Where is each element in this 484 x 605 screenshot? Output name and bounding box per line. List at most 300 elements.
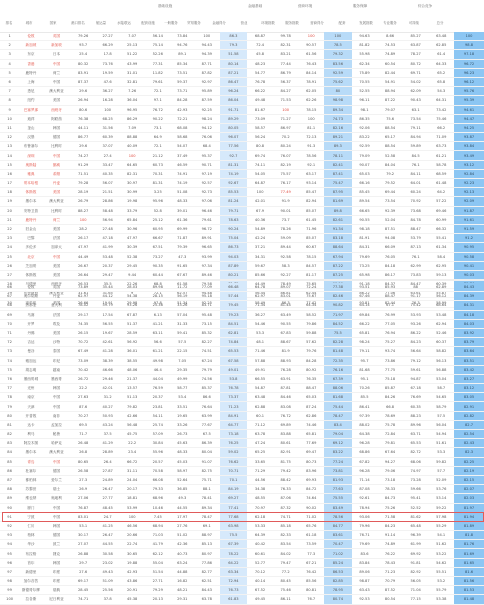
value-cell: 84.51 <box>220 319 248 328</box>
value-cell: 73.25 <box>352 261 378 270</box>
value-cell: 78.56 <box>324 512 352 521</box>
value-cell: 98.8 <box>454 41 484 50</box>
value-cell: 79.45 <box>220 301 248 310</box>
value-cell: 68.4 <box>194 142 220 151</box>
column-header-row <box>0 18 484 30</box>
value-cell: 26.66 <box>70 298 96 307</box>
value-cell: 40.42 <box>247 540 273 549</box>
city-cell: 迪拜 <box>19 114 42 123</box>
value-cell: 62.94 <box>428 319 454 328</box>
value-cell: 90.43 <box>403 96 429 105</box>
value-cell: 瑞士 <box>43 485 71 494</box>
table-row <box>0 347 484 356</box>
value-cell: 86.77 <box>70 133 96 142</box>
value-cell: 33.26 <box>171 420 194 429</box>
value-cell: 50.93 <box>96 411 119 420</box>
value-cell: 72.21 <box>171 114 194 123</box>
value-cell: 86.3 <box>273 298 299 307</box>
city-cell: 奥尔胡斯 <box>19 292 42 301</box>
value-cell: 60.99 <box>428 215 454 224</box>
value-cell: 56.44 <box>247 289 273 298</box>
value-cell: 47.6 <box>96 77 119 86</box>
value-cell: 73.28 <box>403 475 429 484</box>
value-cell: 41.28 <box>96 347 119 356</box>
value-cell: 74.84 <box>220 338 248 347</box>
value-cell: 56.6 <box>145 338 171 347</box>
value-cell: 86.53 <box>324 567 352 576</box>
value-cell: 84.37 <box>377 280 403 289</box>
value-cell: 76.33 <box>273 485 299 494</box>
value-cell: 83.08 <box>273 402 299 411</box>
value-cell: 21.51 <box>96 188 119 197</box>
value-cell: 82.82 <box>454 411 484 420</box>
value-cell: 20.66 <box>119 531 145 540</box>
value-cell: 53.4 <box>171 393 194 402</box>
value-cell: 85.56 <box>298 577 324 586</box>
value-cell: 84.52 <box>324 319 352 328</box>
table-row <box>0 365 484 374</box>
value-cell: 73.86 <box>377 356 403 365</box>
city-cell: 东京 <box>19 50 42 59</box>
value-cell: 84.03 <box>454 319 484 328</box>
value-cell: 55.98 <box>352 50 378 59</box>
value-cell: 87.89 <box>220 261 248 270</box>
value-cell: 94.08 <box>377 234 403 243</box>
value-cell: 71.04 <box>403 586 429 595</box>
value-cell: 87.08 <box>352 485 378 494</box>
value-cell: 62.26 <box>298 96 324 105</box>
value-cell: 79.69 <box>352 252 378 261</box>
value-cell: 87.24 <box>298 402 324 411</box>
value-cell: 21.12 <box>145 151 171 160</box>
value-cell: 95.76 <box>454 87 484 96</box>
value-cell: 84.23 <box>403 338 429 347</box>
column-header: 可持续 <box>408 21 420 25</box>
value-cell: 56.37 <box>273 77 299 86</box>
value-cell: 93.14 <box>298 179 324 188</box>
value-cell: 中国 <box>43 512 71 521</box>
value-cell: 80 <box>324 87 352 96</box>
value-cell: 70.42 <box>70 365 96 374</box>
city-cell: 釜山 <box>19 123 42 132</box>
value-cell: 76.22 <box>377 549 403 558</box>
value-cell: 90.95 <box>454 243 484 252</box>
value-cell: 10.46 <box>145 503 171 512</box>
value-cell: 83.01 <box>273 292 299 301</box>
value-cell: 94.48 <box>194 289 220 298</box>
rank-cell: 70 <box>0 319 19 328</box>
value-cell: 54.05 <box>247 169 273 178</box>
value-cell: 85.18 <box>273 521 299 530</box>
value-cell: 92.84 <box>454 169 484 178</box>
value-cell: 中国 <box>43 77 71 86</box>
value-cell: 57.22 <box>428 197 454 206</box>
value-cell: 64.33 <box>428 59 454 68</box>
value-cell: 55.41 <box>428 234 454 243</box>
value-cell: 48.45 <box>96 503 119 512</box>
value-cell: 77.75 <box>377 365 403 374</box>
value-cell: 75.42 <box>403 301 429 310</box>
value-cell: 62.95 <box>428 261 454 270</box>
value-cell: 84.91 <box>220 411 248 420</box>
value-cell: 96.24 <box>220 87 248 96</box>
table-row <box>0 595 484 604</box>
table-row <box>0 411 484 420</box>
value-cell: 28.89 <box>96 448 119 457</box>
value-cell: 100 <box>298 114 324 123</box>
column-header: 环境指数 <box>261 21 275 25</box>
value-cell: 58.79 <box>428 402 454 411</box>
value-cell: 81.48 <box>454 595 484 604</box>
value-cell: 中国 <box>43 252 71 261</box>
value-cell: 82.43 <box>454 439 484 448</box>
value-cell: 69.27 <box>220 494 248 503</box>
value-cell: 60.67 <box>298 243 324 252</box>
value-cell: 51.34 <box>171 298 194 307</box>
value-cell: 60.61 <box>247 549 273 558</box>
value-cell: 88.67 <box>273 338 299 347</box>
value-cell: 83.61 <box>324 531 352 540</box>
value-cell: 41.21 <box>145 319 171 328</box>
value-cell: 70.2 <box>273 133 299 142</box>
city-cell: 多伦多 <box>19 243 42 252</box>
value-cell: 56.07 <box>96 179 119 188</box>
value-cell: 66.29 <box>96 41 119 50</box>
value-cell: 69.5 <box>70 420 96 429</box>
value-cell: 83.79 <box>454 338 484 347</box>
value-cell: 90.24 <box>220 224 248 233</box>
value-cell: 19.91 <box>96 298 119 307</box>
value-cell: 42.66 <box>119 411 145 420</box>
value-cell: 56.94 <box>96 215 119 224</box>
value-cell: 84.19 <box>220 485 248 494</box>
value-cell: 27.87 <box>96 466 119 475</box>
table-row <box>0 577 484 586</box>
value-cell: 57.09 <box>145 430 171 439</box>
value-cell: 40.14 <box>247 577 273 586</box>
city-cell: 宁波 <box>19 512 42 521</box>
value-cell: 96.72 <box>194 224 220 233</box>
value-cell: 60.1 <box>247 411 273 420</box>
value-cell: 76.3 <box>403 298 429 307</box>
table-row <box>0 160 484 169</box>
table-row <box>0 32 484 41</box>
value-cell: 71.27 <box>273 114 299 123</box>
table-row <box>0 475 484 484</box>
value-cell: 59.22 <box>428 503 454 512</box>
value-cell: 82.07 <box>454 485 484 494</box>
value-cell: 85.27 <box>403 32 429 41</box>
value-cell: 49.45 <box>247 595 273 604</box>
value-cell: 27.48 <box>96 224 119 233</box>
rank-cell: 21 <box>0 215 19 224</box>
value-cell: 61.21 <box>428 151 454 160</box>
value-cell: 76.06 <box>194 133 220 142</box>
value-cell: 54.94 <box>428 430 454 439</box>
value-cell: 73.7 <box>273 215 299 224</box>
rank-cell: 14 <box>0 151 19 160</box>
value-cell: 86.41 <box>352 402 378 411</box>
value-cell: 81.69 <box>324 197 352 206</box>
value-cell: 33.79 <box>119 206 145 215</box>
value-cell: 87.37 <box>70 77 96 86</box>
value-cell: 62.44 <box>298 289 324 298</box>
value-cell: 38.55 <box>119 356 145 365</box>
value-cell: 63.91 <box>273 374 299 383</box>
value-cell: 95.39 <box>454 96 484 105</box>
value-cell: 54.89 <box>247 224 273 233</box>
value-cell: 88.64 <box>324 243 352 252</box>
value-cell: 86.6 <box>194 393 220 402</box>
value-cell: 68.59 <box>428 169 454 178</box>
value-cell: 69.44 <box>377 188 403 197</box>
value-cell: 66.08 <box>145 475 171 484</box>
value-cell: 美国 <box>43 261 71 270</box>
value-cell: 80.8 <box>247 142 273 151</box>
value-cell: 94.12 <box>194 123 220 132</box>
value-cell: 88.97 <box>194 531 220 540</box>
value-cell: 48.21 <box>171 586 194 595</box>
rank-cell: 91 <box>0 512 19 521</box>
value-cell: 91.29 <box>70 160 96 169</box>
value-cell: 46.56 <box>119 521 145 530</box>
value-cell: 53.1 <box>70 521 96 530</box>
value-cell: 82.15 <box>454 475 484 484</box>
value-cell: 49.01 <box>220 365 248 374</box>
value-cell: 69.47 <box>298 448 324 457</box>
value-cell: 52.38 <box>119 252 145 261</box>
value-cell: 79.96 <box>352 521 378 530</box>
value-cell: 22.2 <box>70 384 96 393</box>
value-cell: 89.3 <box>324 142 352 151</box>
value-cell: 27.27 <box>96 32 119 41</box>
city-cell: 香港 <box>19 59 42 68</box>
value-cell: 51.54 <box>145 567 171 576</box>
value-cell: 73.18 <box>377 475 403 484</box>
value-cell: 73.84 <box>171 32 194 41</box>
value-cell: 92.7 <box>220 151 248 160</box>
value-cell: 41.29 <box>96 439 119 448</box>
value-cell: 64.01 <box>403 179 429 188</box>
value-cell: 63.87 <box>403 41 429 50</box>
rank-cell: 68 <box>0 301 19 310</box>
value-cell: 59.79 <box>96 301 119 310</box>
value-cell: 96.12 <box>454 77 484 86</box>
value-cell: 75.6 <box>377 114 403 123</box>
value-cell: 17.97 <box>171 512 194 521</box>
value-cell: 58.48 <box>96 206 119 215</box>
rank-cell: 22 <box>0 224 19 233</box>
value-cell: 93.51 <box>352 283 378 292</box>
value-cell: 66.48 <box>220 283 248 292</box>
value-cell: 75.27 <box>377 338 403 347</box>
value-cell: 19.65 <box>171 411 194 420</box>
value-cell: 中国 <box>43 402 71 411</box>
value-cell: 80.92 <box>298 365 324 374</box>
city-cell: 墨尔本 <box>19 197 42 206</box>
value-cell: 81.93 <box>324 475 352 484</box>
value-cell: 60.24 <box>403 188 429 197</box>
value-cell: 31.2 <box>96 393 119 402</box>
value-cell: 澳大利亚 <box>43 197 71 206</box>
value-cell: 45.63 <box>171 439 194 448</box>
value-cell: 82.16 <box>324 123 352 132</box>
value-cell: 74.27 <box>70 151 96 160</box>
value-cell: 85.45 <box>352 188 378 197</box>
value-cell: 83.64 <box>454 347 484 356</box>
value-cell: 56.64 <box>403 347 429 356</box>
group-business: 营商环境 <box>297 4 313 8</box>
value-cell: 90.35 <box>145 261 171 270</box>
value-cell: 26.15 <box>70 328 96 337</box>
value-cell: 73.1 <box>145 123 171 132</box>
value-cell: 中国 <box>43 503 71 512</box>
value-cell: 90.22 <box>145 114 171 123</box>
value-cell: 27.63 <box>70 393 96 402</box>
value-cell: 73.54 <box>377 197 403 206</box>
value-cell: 59.88 <box>298 328 324 337</box>
rank-cell: 86 <box>0 466 19 475</box>
value-cell: 93.26 <box>403 319 429 328</box>
value-cell: 79.86 <box>298 319 324 328</box>
value-cell: 42.93 <box>171 105 194 114</box>
value-cell: 98.98 <box>324 96 352 105</box>
value-cell: 92.53 <box>352 595 378 604</box>
value-cell: 91.17 <box>403 292 429 301</box>
rank-cell: 27 <box>0 270 19 279</box>
value-cell: 56.04 <box>428 420 454 429</box>
value-cell: 82.25 <box>454 457 484 466</box>
value-cell: 51.02 <box>171 531 194 540</box>
value-cell: 40.27 <box>96 402 119 411</box>
value-cell: 83.91 <box>70 68 96 77</box>
value-cell: 68.64 <box>428 301 454 310</box>
value-cell: 93.49 <box>454 151 484 160</box>
rankings-table-top <box>0 32 484 308</box>
value-cell: 65.03 <box>298 393 324 402</box>
value-cell: 31.33 <box>171 319 194 328</box>
value-cell: 88.02 <box>352 420 378 429</box>
value-cell: 93.81 <box>352 298 378 307</box>
value-cell: 75.62 <box>324 77 352 86</box>
value-cell: 100 <box>96 105 119 114</box>
value-cell: 78.94 <box>352 503 378 512</box>
value-cell: 80.65 <box>70 457 96 466</box>
value-cell: 95.18 <box>194 292 220 301</box>
city-cell: 斯德哥尔摩 <box>19 586 42 595</box>
value-cell: 60.39 <box>428 280 454 289</box>
value-cell: 44.04 <box>145 374 171 383</box>
value-cell: 39.01 <box>171 206 194 215</box>
value-cell: 62.09 <box>403 87 429 96</box>
value-cell: 66.32 <box>428 224 454 233</box>
value-cell: 22.26 <box>119 280 145 289</box>
value-cell: 84.28 <box>171 96 194 105</box>
value-cell: 61.34 <box>428 243 454 252</box>
city-cell: 热那亚 <box>19 301 42 310</box>
city-cell: 马赛 <box>19 310 42 319</box>
value-cell: 69.74 <box>247 151 273 160</box>
value-cell: 95.48 <box>194 310 220 319</box>
city-cell: 雅典 <box>19 169 42 178</box>
value-cell: 47.97 <box>70 243 96 252</box>
rank-cell: 87 <box>0 475 19 484</box>
value-cell: 67.83 <box>273 328 299 337</box>
value-cell: 59.09 <box>273 234 299 243</box>
value-cell: 62.12 <box>145 549 171 558</box>
value-cell: 80.72 <box>403 59 429 68</box>
value-cell: 73.54 <box>403 114 429 123</box>
value-cell: 92.59 <box>324 68 352 77</box>
table-row <box>0 319 484 328</box>
value-cell: 80.14 <box>220 59 248 68</box>
value-cell: 44.55 <box>171 503 194 512</box>
value-cell: 51.09 <box>96 577 119 586</box>
value-cell: 73.42 <box>428 105 454 114</box>
value-cell: 73.15 <box>194 319 220 328</box>
city-cell: 哥本哈根 <box>19 179 42 188</box>
value-cell: 83.96 <box>298 466 324 475</box>
value-cell: 93.99 <box>194 252 220 261</box>
value-cell: 88.47 <box>377 292 403 301</box>
value-cell: 70.97 <box>247 503 273 512</box>
value-cell: 87.51 <box>377 224 403 233</box>
city-cell: 拉各斯 <box>19 595 42 604</box>
value-cell: 91.18 <box>352 280 378 289</box>
value-cell: 63.11 <box>145 328 171 337</box>
value-cell: 84.5 <box>403 151 429 160</box>
value-cell: 60.73 <box>145 160 171 169</box>
value-cell: 26.64 <box>70 270 96 279</box>
value-cell: 56.13 <box>428 356 454 365</box>
value-cell: 77.09 <box>194 283 220 292</box>
value-cell: 33.47 <box>96 160 119 169</box>
value-cell: 81.76 <box>454 540 484 549</box>
value-cell: 94.63 <box>352 32 378 41</box>
value-cell: 87.13 <box>403 243 429 252</box>
value-cell: 澳大利亚 <box>43 87 71 96</box>
value-cell: 82.85 <box>324 577 352 586</box>
value-cell: 76.38 <box>70 114 96 123</box>
value-cell: 86.29 <box>119 114 145 123</box>
value-cell: 87.82 <box>194 68 220 77</box>
value-cell: 73.71 <box>171 87 194 96</box>
value-cell: 26.47 <box>96 485 119 494</box>
column-header: 一般服务 <box>164 21 178 25</box>
value-cell: 27.4 <box>96 151 119 160</box>
value-cell: 64.78 <box>247 283 273 292</box>
value-cell: 100 <box>298 32 324 41</box>
value-cell: 84.77 <box>324 521 352 530</box>
value-cell: 48.06 <box>119 365 145 374</box>
value-cell: 67.64 <box>377 448 403 457</box>
value-cell: 94.03 <box>220 252 248 261</box>
value-cell: 78.02 <box>70 301 96 310</box>
value-cell: 26.73 <box>171 430 194 439</box>
value-cell: 74.56 <box>194 374 220 383</box>
value-cell: 70.92 <box>403 197 429 206</box>
value-cell: 61.21 <box>145 347 171 356</box>
value-cell: 荷兰 <box>43 68 71 77</box>
table-row <box>0 77 484 86</box>
table-row <box>0 215 484 224</box>
value-cell: 44.11 <box>70 123 96 132</box>
value-cell: 65.2 <box>428 68 454 77</box>
value-cell: 73.81 <box>324 466 352 475</box>
value-cell: 85.24 <box>324 558 352 567</box>
value-cell: 77.15 <box>403 595 429 604</box>
value-cell: 72.1 <box>145 289 171 298</box>
